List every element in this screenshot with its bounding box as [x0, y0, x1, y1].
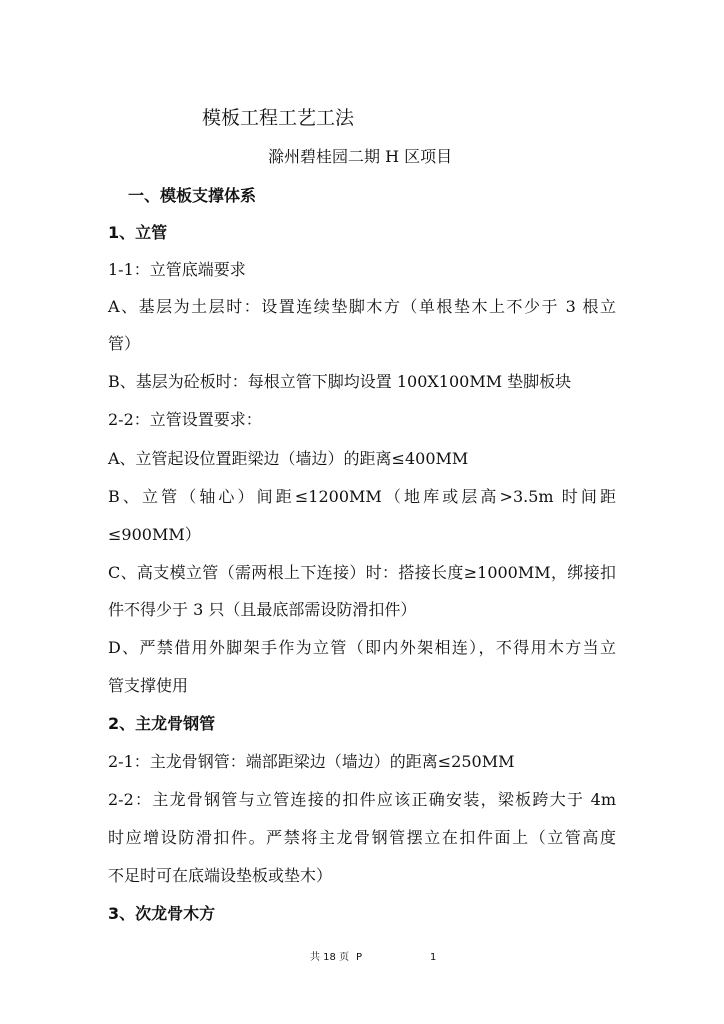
paragraph-line: ≤900MM） — [108, 525, 201, 544]
paragraph-line: 管支撑使用 — [108, 676, 189, 695]
footer-page-number: 1 — [430, 952, 437, 963]
paragraph-line: 1-1：立管底端要求 — [108, 260, 246, 279]
paragraph-line: 2-2：立管设置要求： — [108, 410, 262, 429]
paragraph-line: A、立管起设位置距梁边（墙边）的距离≤400MM — [108, 449, 469, 468]
paragraph-line: 2-1：主龙骨钢管：端部距梁边（墙边）的距离≤250MM — [108, 752, 515, 771]
paragraph-line: C、高支模立管（需两根上下连接）时：搭接长度≥1000MM，绑接扣 — [108, 563, 616, 582]
subsection-heading-3: 3、次龙骨木方 — [108, 904, 216, 923]
document-title: 模板工程工艺工法 — [202, 107, 355, 129]
paragraph-line: 2-2：主龙骨钢管与立管连接的扣件应该正确安装，梁板跨大于 4m — [108, 790, 616, 809]
paragraph-line: B、立管（轴心）间距≤1200MM（地库或层高>3.5m 时间距 — [108, 487, 616, 506]
footer-page-count: 共 18 页 — [310, 952, 350, 963]
paragraph-line: D、严禁借用外脚架手作为立管（即内外架相连），不得用木方当立 — [108, 638, 616, 657]
paragraph-line: 时应增设防滑扣件。严禁将主龙骨钢管摆立在扣件面上（立管高度 — [108, 828, 616, 847]
section-heading-1: 一、模板支撑体系 — [128, 186, 257, 205]
paragraph-line: B、基层为砼板时：每根立管下脚均设置 100X100MM 垫脚板块 — [108, 372, 572, 391]
subsection-heading-2: 2、主龙骨钢管 — [108, 714, 216, 733]
paragraph-line: 不足时可在底端设垫板或垫木） — [108, 866, 333, 885]
paragraph-line: A、基层为土层时：设置连续垫脚木方（单根垫木上不少于 3 根立 — [108, 297, 616, 316]
paragraph-line: 件不得少于 3 只（且最底部需设防滑扣件） — [108, 600, 417, 619]
document-subtitle: 滁州碧桂园二期 H 区项目 — [268, 147, 453, 166]
footer-p-label: P — [356, 952, 363, 963]
paragraph-line: 管） — [108, 334, 141, 353]
subsection-heading-1: 1、立管 — [108, 223, 168, 242]
